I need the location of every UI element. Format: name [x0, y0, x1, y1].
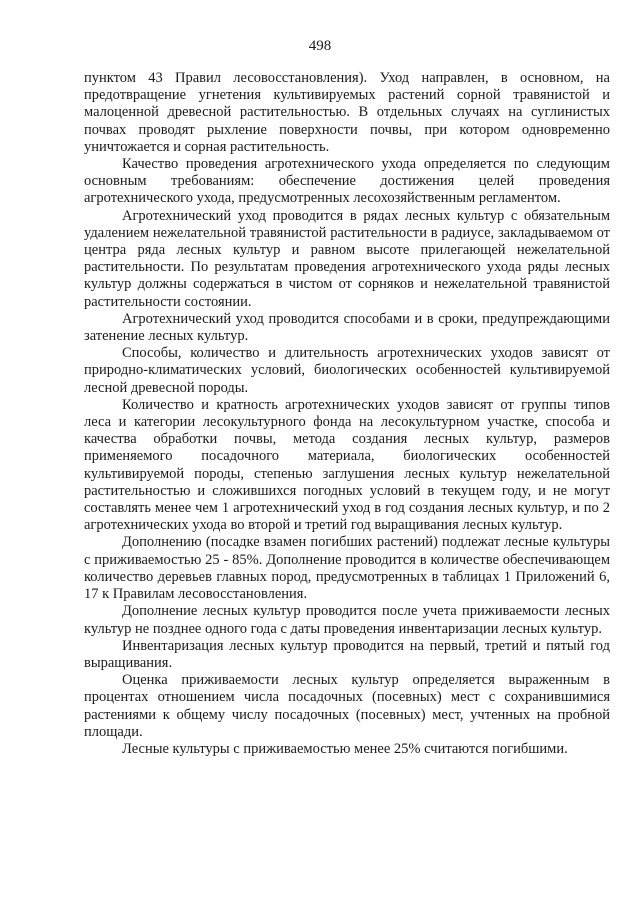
paragraph-inventory: Инвентаризация лесных культур проводится на первый, третий и пятый год выращивания.: [84, 637, 610, 671]
paragraph-care-factors: Способы, количество и длительность агротехнических уходов зависят от природно-климатических условий, биологических особенностей культивируемой лесной древесной породы.: [84, 345, 610, 396]
paragraph-row-care: Агротехнический уход проводится в рядах лесных культур с обязательным удалением нежелательной травянистой растительности в радиусе, закладываемом от центра ряда лесных культур и равном высоте прилегающей нежелательной растительности. По результатам проведения агротехнического ухода ряды лесных культур должны содержаться в чистом от сорняков и нежелательной травянистой растительности состоянии.: [84, 207, 610, 310]
paragraph-quality-requirements: Качество проведения агротехнического ухода определяется по следующим основным требованиям: обеспечение достижения целей проведения агротехнического ухода, предусмотренных лесохозяйственным регламентом.: [84, 156, 610, 207]
paragraph-care-methods: Агротехнический уход проводится способами и в сроки, предупреждающими затенение лесных культур.: [84, 310, 610, 345]
paragraph-continuation: пунктом 43 Правил лесовосстановления). Уход направлен, в основном, на предотвращение угнетения культивируемых растений сорной травянистой и малоценной древесной растительностью. В отдельных случаях на суглинистых почвах проводят рыхление поверхности почвы, при котором одновременно уничтожается и сорная растительность.: [84, 70, 610, 155]
paragraph-supplementation-timing: Дополнение лесных культур проводится после учета приживаемости лесных культур не позднее одного года с даты проведения инвентаризации лесных культур.: [84, 603, 610, 637]
page-number: 498: [308, 38, 332, 54]
paragraph-care-frequency: Количество и кратность агротехнических уходов зависят от группы типов леса и категории лесокультурного фонда на лесокультурном участке, способа и качества обработки почвы, метода создания лесных культур, размеров применяемого посадочного материала, биологических особенностей культивируемой породы, степенью заглушения лесных культур нежелательной растительностью и сложившихся погодных условий в текущем году, и не могут составлять менее чем 1 агротехнический уход в год создания лесных культур, и по 2 агротехнических ухода во второй и третий год выращивания лесных культур.: [84, 396, 610, 534]
paragraph-supplementation: Дополнению (посадке взамен погибших растений) подлежат лесные культуры с приживаемостью 25 - 85%. Дополнение проводится в количестве обеспечивающем количество деревьев главных пород, предусмотренных в таблицах 1 Приложений 6, 17 к Правилам лесовосстановления.: [84, 534, 610, 603]
document-body: [84, 70, 610, 758]
paragraph-survival-assessment: Оценка приживаемости лесных культур определяется выраженным в процентах отношением числа посадочных (посевных) мест с сохранившимися растениями к общему числу посадочных (посевных) мест, учтенных на пробной площади.: [84, 672, 610, 740]
paragraph-dead-cultures: Лесные культуры с приживаемостью менее 25% считаются погибшими.: [122, 740, 568, 757]
